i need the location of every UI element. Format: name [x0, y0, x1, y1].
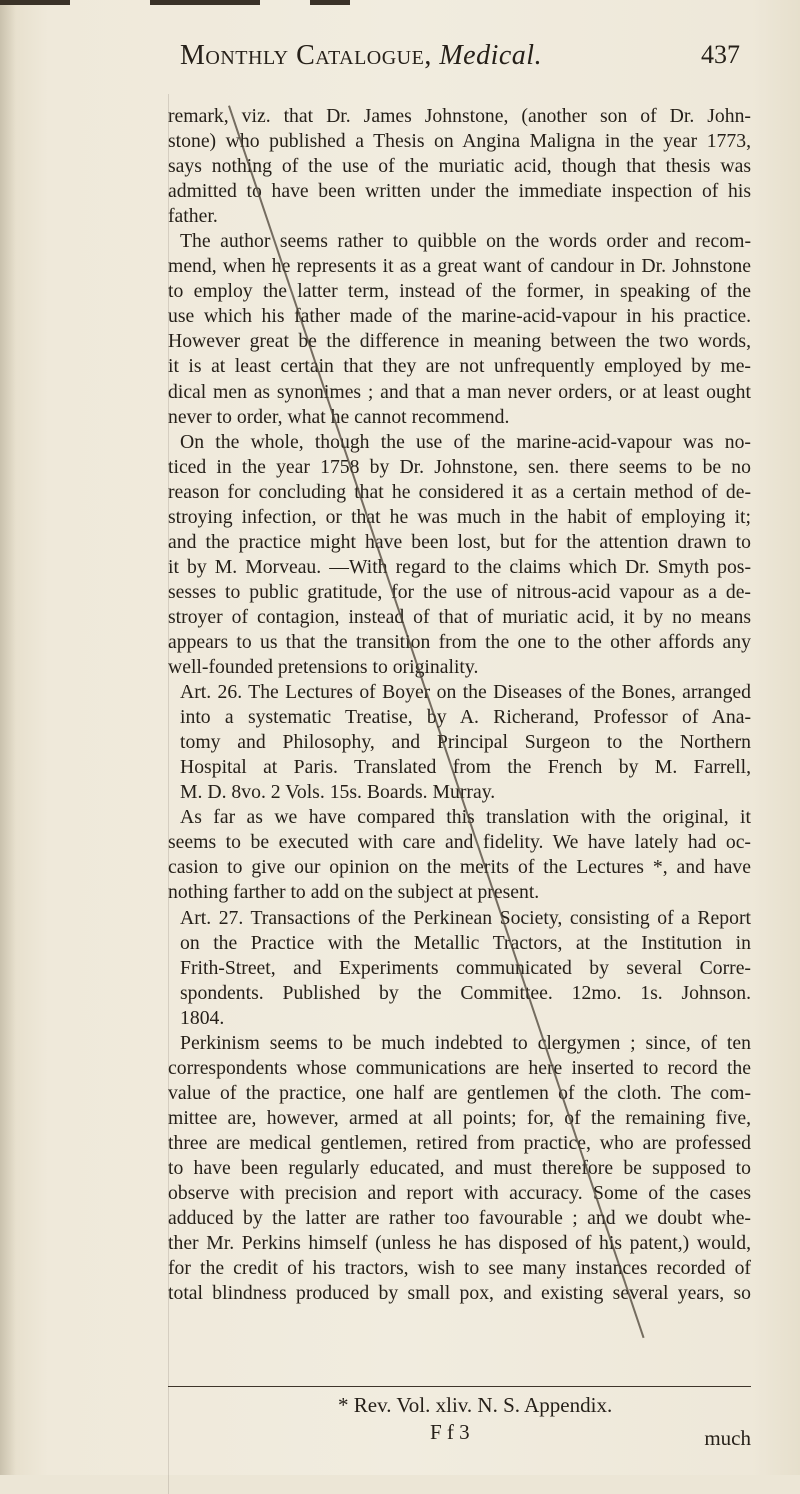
text-line: adduced by the latter are rather too favourable ; and we doubt whe-	[168, 1207, 751, 1230]
text-line: value of the practice, one half are gentlemen of the cloth. The com-	[168, 1081, 751, 1104]
text-line: sesses to public gratitude, for the use of nitrous-acid vapour as a de-	[168, 580, 751, 603]
running-title	[180, 40, 542, 72]
text-line: and the practice might have been lost, but for the attention drawn to	[168, 530, 751, 553]
torn-top-edge	[0, 0, 800, 8]
text-line: seems to be executed with care and fidelity. We have lately had oc-	[168, 831, 751, 854]
text-line: three are medical gentlemen, retired from practice, who are professed	[168, 1131, 751, 1154]
text-line: Art. 27. Transactions of the Perkinean Society, consisting of a Report	[180, 906, 751, 929]
text-line: remark, viz. that Dr. James Johnstone, (another son of Dr. John-	[168, 105, 751, 127]
text-line: father.	[168, 205, 218, 228]
text-line: on the Practice with the Metallic Tractors, at the Institution in	[180, 931, 751, 954]
printer-signature-mark: F f 3	[430, 1420, 470, 1444]
text-line: into a systematic Treatise, by A. Richerand, Professor of Ana-	[180, 706, 751, 729]
text-line: it is at least certain that they are not unfrequently employed by me-	[168, 355, 751, 378]
footnote: * Rev. Vol. xliv. N. S. Appendix.	[338, 1393, 613, 1417]
text-line: ticed in the year 1758 by Dr. Johnstone, sen. there seems to be no	[168, 455, 751, 478]
text-line: M. D. 8vo. 2 Vols. 15s. Boards. Murray.	[180, 781, 496, 804]
text-line: As far as we have compared this translation with the original, it	[180, 806, 751, 829]
text-line: dical men as synonimes ; and that a man never orders, or at least ought	[168, 380, 751, 403]
catchword: much	[704, 1426, 751, 1450]
text-line: mend, when he represents it as a great want of candour in Dr. Johnstone	[168, 255, 751, 278]
running-title-main: Monthly Catalogue,	[180, 40, 432, 71]
text-line: casion to give our opinion on the merits of the Lectures *, and have	[168, 856, 751, 879]
text-line: it by M. Morveau. —With regard to the claims which Dr. Smyth pos-	[168, 555, 751, 578]
text-line: ther Mr. Perkins himself (unless he has disposed of his patent,) would,	[168, 1232, 751, 1255]
text-line: total blindness produced by small pox, and existing several years, so	[168, 1282, 751, 1305]
text-line: appears to us that the transition from the one to the other affords any	[168, 630, 751, 653]
text-line: stroyer of contagion, instead of that of muriatic acid, it by no means	[168, 605, 751, 628]
text-line: never to order, what he cannot recommend.	[168, 405, 510, 428]
text-line: spondents. Published by the Committee. 12mo. 1s. Johnson.	[180, 981, 751, 1004]
text-line: use which his father made of the marine-acid-vapour in his practice.	[168, 305, 751, 328]
text-line: The author seems rather to quibble on the words order and recom-	[180, 230, 751, 253]
page-number: 437	[701, 40, 740, 69]
page-footer	[168, 1386, 751, 1466]
text-line: to employ the latter term, instead of the former, in speaking of the	[168, 280, 751, 303]
text-line: nothing farther to add on the subject at present.	[168, 881, 540, 904]
text-line: tomy and Philosophy, and Principal Surgeon to the Northern	[180, 731, 751, 754]
text-line: reason for concluding that he considered it as a certain method of de-	[168, 480, 751, 503]
text-line: mittee are, however, armed at all points; for, of the remaining five,	[168, 1106, 751, 1129]
text-line: Perkinism seems to be much indebted to clergymen ; since, of ten	[180, 1031, 751, 1054]
footer-rule	[168, 1386, 751, 1387]
text-line: to have been regularly educated, and must therefore be supposed to	[168, 1156, 751, 1179]
text-line: On the whole, though the use of the marine-acid-vapour was no-	[180, 430, 751, 453]
text-line: says nothing of the use of the muriatic acid, though that thesis was	[168, 155, 751, 178]
running-title-section: Medical.	[439, 40, 543, 71]
text-line: Frith-Street, and Experiments communicated by several Corre-	[180, 956, 751, 979]
text-line: correspondents whose communications are here inserted to record the	[168, 1056, 751, 1079]
text-line: observe with precision and report with accuracy. Some of the cases	[168, 1182, 751, 1205]
text-line: 1804.	[180, 1006, 225, 1029]
text-line: stone) who published a Thesis on Angina Maligna in the year 1773,	[168, 130, 751, 153]
text-line: stroying infection, or that he was much in the habit of employing it;	[168, 505, 751, 528]
running-header	[180, 40, 740, 90]
text-line: for the credit of his tractors, wish to see many instances recorded of	[168, 1257, 751, 1280]
page-edge-shadow	[0, 0, 16, 1475]
text-line: admitted to have been written under the immediate inspection of his	[168, 180, 751, 203]
text-line: well-founded pretensions to originality.	[168, 656, 479, 679]
text-line: Art. 26. The Lectures of Boyer on the Diseases of the Bones, arranged	[180, 681, 751, 704]
text-line: Hospital at Paris. Translated from the French by M. Farrell,	[180, 756, 751, 779]
body-text	[168, 104, 751, 1306]
text-line: However great be the difference in meaning between the two words,	[168, 330, 751, 353]
